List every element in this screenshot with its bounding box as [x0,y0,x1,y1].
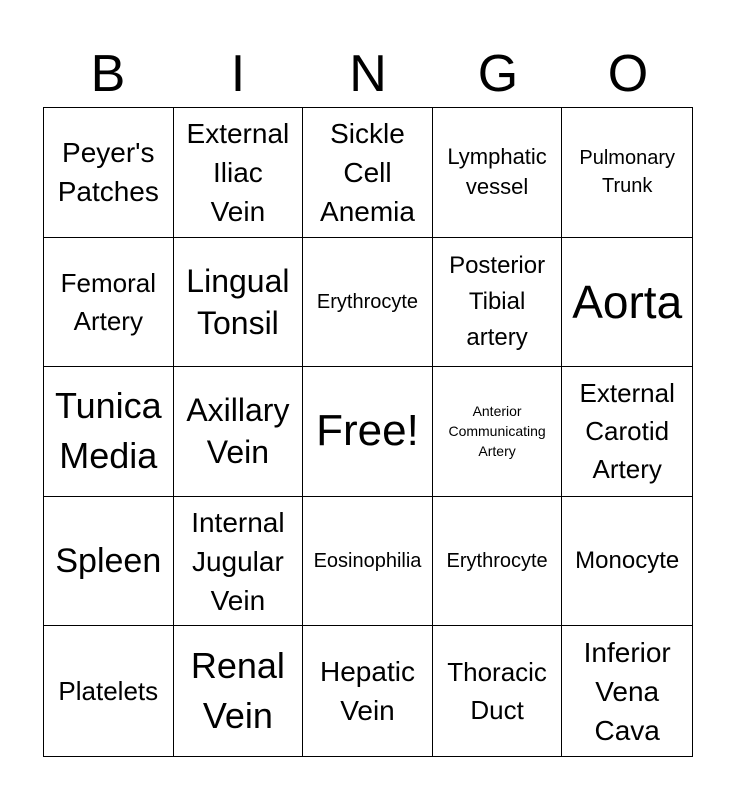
header-letter-i: I [230,45,246,103]
cell-label: External Iliac Vein [186,117,290,227]
bingo-cell[interactable] [174,238,304,368]
bingo-cell[interactable] [433,108,563,238]
bingo-cell[interactable] [562,626,692,756]
bingo-cell[interactable] [433,626,563,756]
bingo-cell[interactable] [174,108,304,238]
bingo-cell[interactable] [433,497,563,627]
cell-label: Peyer's Patches [57,137,159,208]
header-letter-n: N [349,45,387,103]
bingo-cell-free[interactable] [303,367,433,497]
cell-label: Posterior Tibial artery [449,251,546,351]
bingo-cell[interactable] [562,497,692,627]
bingo-cell[interactable] [174,367,304,497]
cell-label: Sickle Cell Anemia [320,117,415,227]
cell-label: Aorta [572,275,683,328]
bingo-cell[interactable] [174,626,304,756]
bingo-cell[interactable] [562,367,692,497]
cell-label: Pulmonary Trunk [579,147,675,198]
cell-label: Axillary Vein [186,392,290,471]
cell-label: Lingual Tonsil [186,262,290,341]
cell-label: Thoracic Duct [447,657,547,726]
bingo-cell[interactable] [44,238,174,368]
bingo-cell[interactable] [44,497,174,627]
cell-label: Femoral Artery [60,267,156,336]
cell-label: Anterior Communicating Artery [448,403,546,460]
bingo-cell[interactable] [303,108,433,238]
bingo-cell[interactable] [303,238,433,368]
bingo-cell[interactable] [303,626,433,756]
cell-label: Platelets [58,676,159,707]
cell-label: Eosinophilia [313,550,422,573]
bingo-cell[interactable] [44,108,174,238]
header-letter-g: G [477,45,519,103]
bingo-cell[interactable] [44,367,174,497]
header-letter-b: B [90,45,126,103]
cell-label: Tunica Media [54,385,162,477]
cell-label: Hepatic Vein [320,656,415,727]
bingo-cell[interactable] [44,626,174,756]
cell-label: Spleen [55,542,162,581]
bingo-header [43,40,693,108]
cell-label: Renal Vein [190,645,285,737]
bingo-cell[interactable] [174,497,304,627]
cell-label: Erythrocyte [446,550,548,573]
bingo-cell[interactable] [303,497,433,627]
bingo-grid [43,107,693,757]
bingo-cell[interactable] [433,238,563,368]
cell-label: Internal Jugular Vein [191,506,285,616]
bingo-cell[interactable] [433,367,563,497]
header-letter-o: O [607,45,649,103]
cell-label: Free! [316,406,419,456]
cell-label: Inferior Vena Cava [583,636,671,746]
bingo-cell[interactable] [562,108,692,238]
cell-label: Erythrocyte [316,290,419,313]
cell-label: External Carotid Artery [579,378,675,485]
cell-label: Monocyte [575,547,680,575]
cell-label: Lymphatic vessel [447,144,547,200]
bingo-cell[interactable] [562,238,692,368]
